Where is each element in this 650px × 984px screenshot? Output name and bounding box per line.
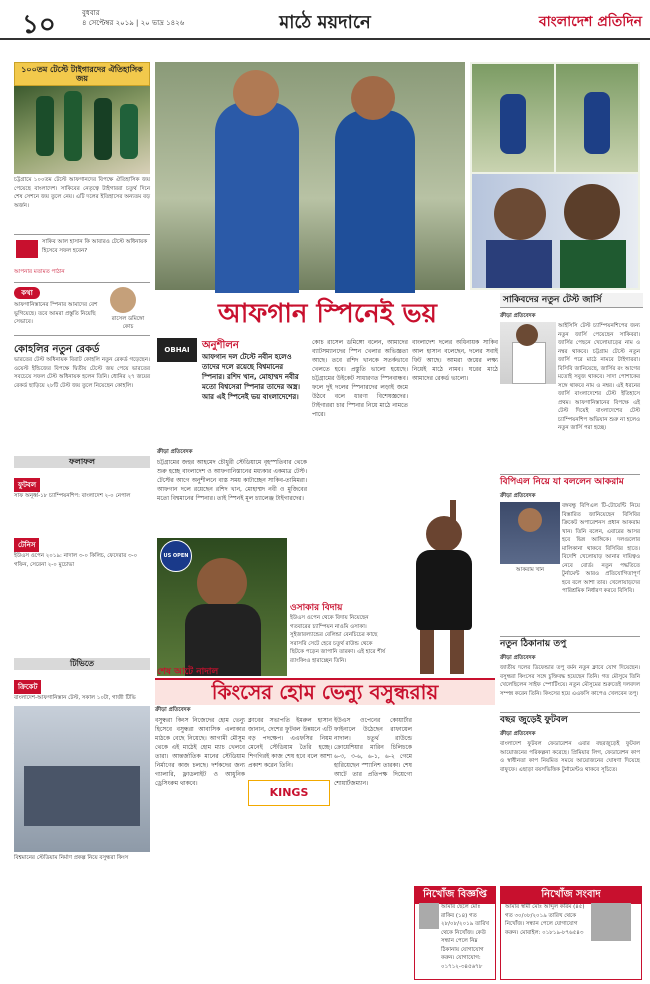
player-figure	[64, 91, 82, 161]
page-header	[0, 0, 650, 40]
osaka-leg	[420, 630, 434, 674]
osaka-title: ওসাকার বিদায়	[290, 603, 343, 613]
player-head	[494, 188, 546, 240]
tapu-body: জাতীয় দলের ডিফেন্ডার তপু বর্মন নতুন ক্লাবে যোগ দিয়েছেন। বসুন্ধরা কিংসের সঙ্গে চুক্তিবদ্ধ হয়েছেন তিনি। গত মৌসুমে তিনি খেলেছিলেন সাইফ স্পোর্টিংয়ে। নতুন মৌসুমের শুরুতেই দলবদল সম্পন্ন করেন তিনি। কিংসের হয়ে এএফসি কাপেও খেলবেন তপু।	[500, 665, 640, 697]
ad1-body: আমার ছেলে মোঃ রাকিব (১৪) গত ২৮/০৮/২০১৯ তারিখ থেকে নিখোঁজ। কেউ সন্ধান পেলে নিম্ন ঠিকানায় যোগাযোগ করুন। যোগাযোগ: ০১৭১২-৩৪৫৬৭৮	[441, 904, 489, 970]
record-body: ভারতের টেস্ট অধিনায়ক বিরাট কোহলি নতুন রেকর্ড গড়েছেন। ওয়েস্ট ইন্ডিজের বিপক্ষে দ্বিতীয় টেস্টে জয় পেয়ে ভারতের সবচেয়ে সফল টেস্ট অধিনায়ক হলেন তিনি। ধোনির ২৭ জয়ের রেকর্ড ছাড়িয়ে ২৮টি টেস্ট জয় তুলে নিয়েছেন কোহলি।	[14, 357, 150, 389]
kings-logo	[248, 780, 330, 806]
jersey-figure	[512, 342, 546, 384]
tv-heading: টিভিতে	[14, 658, 150, 670]
group-figure	[24, 766, 140, 826]
osaka-leg	[450, 630, 464, 674]
nadal-title: শেষ আটে নাদাল	[157, 667, 219, 677]
futsal-body: বাংলাদেশ ফুটবল ফেডারেশন এবার বছরজুড়েই ফুটবল আয়োজনের পরিকল্পনা করেছে। প্রিমিয়ার লিগ, ফেডারেশন কাপ ও স্বাধীনতা কাপ নিয়মিত সময়ে আয়োজনের ঘোষণা দিয়েছে বাফুফে। এছাড়া বয়সভিত্তিক টুর্নামেন্টও থাকবে সূচিতে।	[500, 741, 640, 773]
jersey-photo-2	[556, 64, 638, 172]
tapu-byline: ক্রীড়া প্রতিবেদক	[500, 655, 536, 661]
article-kicker: অনুশীলন	[202, 340, 239, 351]
us-open-logo	[160, 540, 192, 572]
kings-byline: ক্রীড়া প্রতিবেদক	[155, 707, 191, 713]
record-title: কোহলির নতুন রেকর্ড	[14, 344, 100, 355]
ad1-photo	[419, 903, 439, 929]
quote-box	[14, 282, 150, 336]
weekday: বুধবার	[82, 9, 100, 17]
top-story-title: ১০০তম টেস্টে টাইগারদের ঐতিহাসিক জয়	[14, 62, 150, 86]
masthead-logo: বাংলাদেশ প্রতিদিন	[538, 14, 642, 30]
result-text: সাফ অনূর্ধ্ব-১৮ চ্যাম্পিয়নশিপ: বাংলাদেশ ২-০ নেপাল	[14, 493, 131, 499]
kings-body-3: ইউএস ওপেনের কোয়ার্টার ফাইনালে উঠেছেন রাফায়েল নাদাল। চতুর্থ রাউন্ডে ক্রোয়েশিয়ার মারিন চিলিচকে ৬-৩, ৩-৬, ৬-১, ৬-২ গেমে হারিয়েছেন স্প্যানিশ তারকা। শেষ আটে তার প্রতিপক্ষ দিয়েগো শোয়ার্টজম্যান।	[334, 717, 412, 787]
results-heading: ফলাফল	[14, 456, 150, 468]
divider	[14, 234, 150, 235]
date: ৪ সেপ্টেম্বর ২০১৯ | ২০ ভাদ্র ১৪২৬	[82, 19, 185, 27]
poll-link[interactable]: আপনার মতামত পাঠান	[14, 269, 65, 275]
poll-question: সাকিব আল হাসান কি আবারও টেস্টে অধিনায়ক হিসেবে সফল হবেন?	[42, 239, 148, 254]
main-headline-box	[155, 293, 500, 335]
osaka-photo	[390, 500, 495, 676]
coach-head	[233, 70, 279, 116]
celebration-photo	[14, 86, 150, 174]
result-sport: টেনিস	[14, 538, 39, 552]
kings-caption: বিশ্বমানের স্টেডিয়াম নির্মাণ প্রকল্প নিয়ে বসুন্ধরা কিংস	[14, 855, 129, 861]
akram-caption: আকরাম খান	[515, 567, 545, 573]
us-open-text: US OPEN	[163, 553, 189, 559]
player-figure	[335, 110, 415, 300]
article-body-2: কোচ রাসেল ডমিঙ্গো বলেন, আমাদের ব্যাটসম্যানদের স্পিন খেলার অভিজ্ঞতা আছে। তবে রশিদ খানকে সতর্কভাবে খেলতে হবে। প্রস্তুতি ভালো হয়েছে।	[312, 339, 408, 373]
quote-text: আফগানিস্তানের স্পিনার আমাদের বেশ ভুগিয়েছে। তবে আমরা প্রস্তুতি নিয়েছি সেভাবে।	[14, 302, 98, 325]
quote-name: রাসেল ডমিঙ্গো	[111, 316, 145, 322]
article-body-3: চট্টগ্রামের উইকেট সাধারণত স্পিনবান্ধব। ফলে দুই দলের স্পিনারদের লড়াই জমে উঠবে বলে ধারণা বিশেষজ্ঞদের। টাইগাররা চার স্পিনার নিয়ে মাঠে নামতে পারে।	[312, 375, 408, 418]
osaka-arm	[450, 500, 456, 540]
tv-text: বাংলাদেশ-আফগানিস্তান টেস্ট, সকাল ১০টা, গাজী টিভি	[14, 695, 136, 701]
player-figure	[560, 240, 626, 288]
top-story-title-box	[14, 62, 150, 84]
coach-avatar	[110, 287, 136, 313]
jersey-photo-1	[472, 64, 554, 172]
section-title: মাঠে ময়দানে	[279, 12, 371, 33]
futsal-byline: ক্রীড়া প্রতিবেদক	[500, 731, 536, 737]
kings-headline-box	[155, 678, 495, 705]
akram-head	[518, 508, 542, 532]
article-lead: আফগান দল টেস্টে নবীন হলেও তাদের দলে রয়েছে বিশ্বমানের স্পিনার। রশিদ খান, মোহাম্মদ নবীর মতো বিশ্বসেরা স্পিনার তাদের অস্ত্র। আর এই স্পিনেই ভয় বাংলাদেশের।	[202, 353, 301, 401]
result-text: ইউএস ওপেন ২০১৯: নাদাল ৩-০ কিলিচ, ফেদেরার ৩-০ গফিন, সেরেনা ২-০ মুচোভা	[14, 553, 138, 568]
sponsor-logo-text: OBHAI	[164, 346, 190, 354]
player-head	[351, 76, 395, 120]
ad-missing-1	[414, 886, 496, 980]
main-headline: আফগান স্পিনেই ভয়	[218, 299, 437, 329]
jersey-photo-collage	[470, 62, 640, 290]
kings-logo-text: KINGS	[269, 786, 309, 799]
futsal-title: বছর জুড়েই ফুটবল	[500, 712, 640, 727]
kings-headline: কিংসের হোম ভেন্যু বসুন্ধরায়	[211, 680, 439, 704]
osaka-head	[426, 516, 462, 552]
quote-label: কথা	[14, 287, 40, 299]
poll-icon	[16, 240, 38, 258]
bcb-byline: ক্রীড়া প্রতিবেদক	[500, 493, 536, 499]
player-figure	[120, 104, 138, 159]
quote-role: কোচ	[122, 324, 134, 330]
tv-sport: ক্রিকেট	[14, 680, 41, 694]
akram-photo	[500, 502, 560, 564]
player-figure	[94, 98, 112, 160]
player-figure	[36, 96, 54, 156]
coach-figure	[215, 102, 299, 302]
shakib-jersey-photo	[500, 322, 556, 384]
player-figure	[500, 94, 526, 154]
shakib-head	[516, 324, 538, 346]
handshake-photo	[472, 174, 638, 288]
tapu-title: নতুন ঠিকানায় তপু	[500, 636, 640, 651]
article-body: চট্টগ্রামের জহুর আহমেদ চৌধুরী স্টেডিয়ামে বৃহস্পতিবার থেকে শুরু হচ্ছে বাংলাদেশ ও আফগানিস্তানের মধ্যকার একমাত্র টেস্ট। টেস্টের আগে অনুশীলনে ব্যস্ত সময় কাটাচ্ছেন সাকিব-তামিমরা। আফগান দলে রয়েছেন রশিদ খান, মোহাম্মদ নবী ও মুজিবের মতো বিশ্বমানের স্পিনার। তাই স্পিনই মূল চ্যালেঞ্জ টাইগারদের।	[157, 459, 307, 502]
ad2-photo	[591, 903, 631, 941]
nadal-head	[197, 558, 247, 608]
article-byline: ক্রীড়া প্রতিবেদক	[157, 449, 193, 455]
bcb-title: বিপিএল নিয়ে যা বললেন আকরাম	[500, 474, 640, 489]
ad-missing-2	[500, 886, 642, 980]
jersey-body: আইসিসি টেস্ট চ্যাম্পিয়নশিপের জন্য নতুন জার্সি পেয়েছেন সাকিবরা। জার্সির পেছনে খেলোয়াড়ের নাম ও নম্বর থাকবে। চট্টগ্রাম টেস্টে নতুন জার্সি পরে মাঠে নামবে টাইগাররা। বিসিবি জানিয়েছে, জার্সির রং আগের মতোই সবুজ থাকবে। সাদা পোশাকের সঙ্গে থাকবে নাম ও নম্বর। এই ধরনের জার্সি বাংলাদেশের টেস্ট ইতিহাসে প্রথম। আফগানিস্তানের বিপক্ষে এই টেস্ট দিয়েই বাংলাদেশের টেস্ট চ্যাম্পিয়নশিপ অভিযান শুরু না হলেও নতুন জার্সি পরা হচ্ছে।	[558, 323, 640, 431]
page-number: ১০	[22, 10, 56, 40]
kings-body: বসুন্ধরা কিংস নিজেদের হোম ভেন্যু হিসেবে বসুন্ধরা আবাসিক এলাকার মাঠকে বেছে নিয়েছে। আগামী মৌসুম থেকে এই মাঠেই হোম ম্যাচ খেলবে তারা। আন্তর্জাতিক মানের স্টেডিয়াম নির্মাণের কাজ চলছে। দর্শকদের জন্য গ্যালারি, ফ্লাডলাইট ও আধুনিক ড্রেসিংরুম থাকবে।	[155, 717, 245, 787]
osaka-figure	[416, 550, 472, 630]
ad2-body: আমার স্বামী মোঃ আব্দুল করিম (৪৫) গত ৩০/০৮/২০১৯ তারিখ থেকে নিখোঁজ। সন্ধান পেলে যোগাযোগ করুন। মোবাইল: ০১৮১৯-৮৭৬৫৪৩	[505, 904, 585, 936]
ad1-title: নিখোঁজ বিজ্ঞপ্তি	[415, 887, 495, 904]
jersey-byline: ক্রীড়া প্রতিবেদক	[500, 313, 536, 319]
player-figure	[584, 92, 610, 154]
results-list	[14, 472, 150, 672]
player-head	[564, 184, 620, 240]
ad2-title: নিখোঁজ সংবাদ	[501, 887, 641, 904]
osaka-body: ইউএস ওপেন থেকে বিদায় নিয়েছেন গতবারের চ্যাম্পিয়ন নাওমি ওসাকা। সুইজারল্যান্ডের বেলিন্ডা বেনচিচের কাছে সরাসরি সেটে হেরে চতুর্থ রাউন্ড থেকে ছিটকে পড়েন জাপানি তারকা। এই হারে শীর্ষ র‍্যাংকিংও হারাচ্ছেন তিনি।	[290, 615, 386, 664]
player-figure	[486, 240, 552, 288]
bcb-body: বঙ্গবন্ধু বিপিএল টি-টোয়েন্টি নিয়ে বিস্তারিত জানিয়েছেন বিসিবির ক্রিকেট অপারেশনস প্রধান আকরাম খান। তিনি বলেন, এবারের আসর হবে ভিন্ন আঙ্গিকে। দলগুলোর মালিকানা থাকবে বিসিবির হাতে। বিদেশি খেলোয়াড় আনার দায়িত্বও নেবে বোর্ড। নতুন পদ্ধতিতে টুর্নামেন্ট আরও প্রতিযোগিতাপূর্ণ হবে বলে আশা তার। খেলোয়াড়দের পারিশ্রমিক নির্ধারণ করবে বিসিবি।	[562, 503, 640, 594]
sponsor-logo	[157, 338, 197, 362]
article-body-4: বাংলাদেশ দলের অধিনায়ক সাকিব আল হাসান বলেছেন, দলের সবাই ফিট আছে। আমরা জয়ের লক্ষ্য নিয়েই মাঠে নামব। ঘরের মাঠে আমাদের রেকর্ড ভালো।	[412, 339, 498, 382]
training-photo	[155, 62, 465, 290]
result-sport: ফুটবল	[14, 478, 40, 492]
top-story-body: চট্টগ্রামে ১০০তম টেস্টে আফগানদের বিপক্ষে ঐতিহাসিক জয় পেয়েছে বাংলাদেশ। সাকিবের নেতৃত্বে টাইগাররা চতুর্থ দিনে শেষ সেশনে জয় তুলে নেয়। এটি দলের ইতিহাসের অন্যতম বড় অর্জন।	[14, 177, 150, 209]
kings-photo	[14, 706, 150, 852]
jersey-title: সাকিবদের নতুন টেস্ট জার্সি	[500, 293, 643, 308]
kings-body-2: ক্লাবের সভাপতি ইমরুল হাসান জানান, দেশের ফুটবল উন্নয়নে এটি বড় পদক্ষেপ। এএফসির নিয়ম মেনেই স্টেডিয়াম তৈরি হচ্ছে। শিগগিরই কাজ শেষ হবে বলে আশা প্রকাশ করেন তিনি।	[248, 717, 332, 769]
